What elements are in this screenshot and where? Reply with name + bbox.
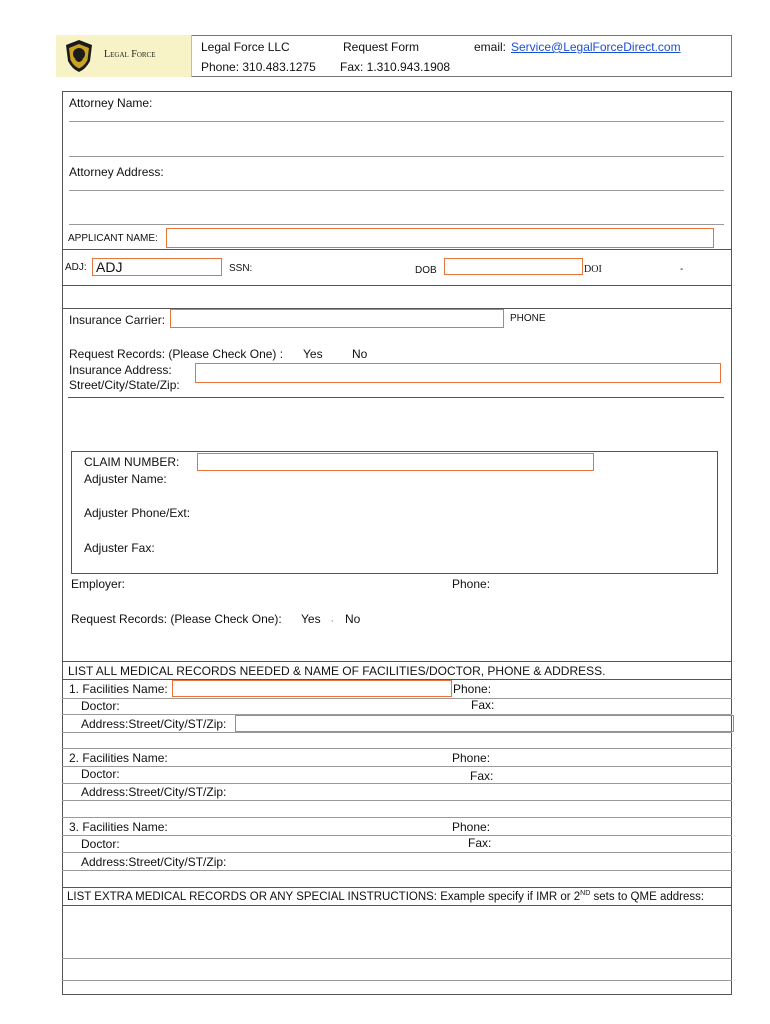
attorney-name-label: Attorney Name: xyxy=(69,96,153,110)
claim-number-label: CLAIM NUMBER: xyxy=(84,455,180,469)
insurance-yes-option[interactable]: Yes xyxy=(303,347,323,361)
extra-heading-post: sets to QME address: xyxy=(590,890,705,903)
facility2-name-label: 2. Facilities Name: xyxy=(69,751,168,765)
insurance-carrier-label: Insurance Carrier: xyxy=(69,313,166,327)
facility1-phone-label: Phone: xyxy=(453,682,492,696)
medical-heading: LIST ALL MEDICAL RECORDS NEEDED & NAME OF FACILITIES/DOCTOR, PHONE & ADDRESS. xyxy=(68,664,606,678)
facility2-phone-label: Phone: xyxy=(452,751,491,765)
facility3-doctor-label: Doctor: xyxy=(81,837,120,851)
facility1-address-label: Address:Street/City/ST/Zip: xyxy=(81,717,227,731)
applicant-name-input[interactable] xyxy=(166,228,714,248)
insurance-no-option[interactable]: No xyxy=(352,347,368,361)
facility3-name-label: 3. Facilities Name: xyxy=(69,820,168,834)
employer-request-label: Request Records: (Please Check One): xyxy=(71,612,282,626)
doi-label: DOI xyxy=(584,264,602,275)
ssn-label: SSN: xyxy=(229,263,253,274)
attorney-address-label: Attorney Address: xyxy=(69,165,164,179)
employer-phone-label: Phone: xyxy=(452,577,491,591)
facility1-name-label: 1. Facilities Name: xyxy=(69,682,168,696)
insurance-address-sub: Street/City/State/Zip: xyxy=(69,378,180,392)
adj-input[interactable] xyxy=(92,258,222,276)
insurance-address-label: Insurance Address: xyxy=(69,363,172,377)
phone-number: Phone: 310.483.1275 xyxy=(201,60,316,74)
dob-input[interactable] xyxy=(444,258,583,275)
fax-number: Fax: 1.310.943.1908 xyxy=(340,60,451,74)
employer-no-option[interactable]: No xyxy=(345,612,361,626)
extra-heading xyxy=(67,890,704,903)
doi-dash: - xyxy=(680,264,684,275)
form-title: Request Form xyxy=(343,40,420,54)
facility3-phone-label: Phone: xyxy=(452,820,491,834)
facility2-doctor-label: Doctor: xyxy=(81,767,120,781)
lion-shield-icon xyxy=(64,39,94,73)
facility3-address-label: Address:Street/City/ST/Zip: xyxy=(81,855,227,869)
insurance-address-input[interactable] xyxy=(195,363,721,383)
logo xyxy=(56,35,192,77)
claim-number-input[interactable] xyxy=(197,453,594,471)
insurance-phone-label: PHONE xyxy=(510,313,546,324)
email-label: email: xyxy=(474,40,507,54)
email-link[interactable]: Service@LegalForceDirect.com xyxy=(511,40,681,54)
company-name: Legal Force LLC xyxy=(201,40,290,54)
adjuster-name-label: Adjuster Name: xyxy=(84,472,167,486)
adjuster-phone-label: Adjuster Phone/Ext: xyxy=(84,506,191,520)
insurance-carrier-input[interactable] xyxy=(170,309,504,328)
employer-yes-option[interactable]: Yes xyxy=(301,612,321,626)
dob-label: DOB xyxy=(415,265,437,276)
facility1-doctor-label: Doctor: xyxy=(81,699,120,713)
applicant-name-label: APPLICANT NAME: xyxy=(68,233,158,244)
extra-heading-pre: LIST EXTRA MEDICAL RECORDS OR ANY SPECIAL INSTRUCTIONS: Example specify if IMR or 2 xyxy=(67,890,581,903)
employer-separator: , xyxy=(331,614,334,623)
adjuster-fax-label: Adjuster Fax: xyxy=(84,541,155,555)
employer-label: Employer: xyxy=(71,577,126,591)
facility1-name-input[interactable] xyxy=(172,680,452,697)
extra-heading-sup: ND xyxy=(580,890,591,897)
facility2-address-label: Address:Street/City/ST/Zip: xyxy=(81,785,227,799)
adj-label: ADJ: xyxy=(65,262,87,273)
facility1-address-input[interactable] xyxy=(235,715,734,732)
facility3-fax-label: Fax: xyxy=(468,836,492,850)
insurance-request-label: Request Records: (Please Check One) : xyxy=(69,347,284,361)
facility2-fax-label: Fax: xyxy=(470,769,494,783)
facility1-fax-label: Fax: xyxy=(471,698,495,712)
brand-name: Legal Force xyxy=(104,49,156,60)
